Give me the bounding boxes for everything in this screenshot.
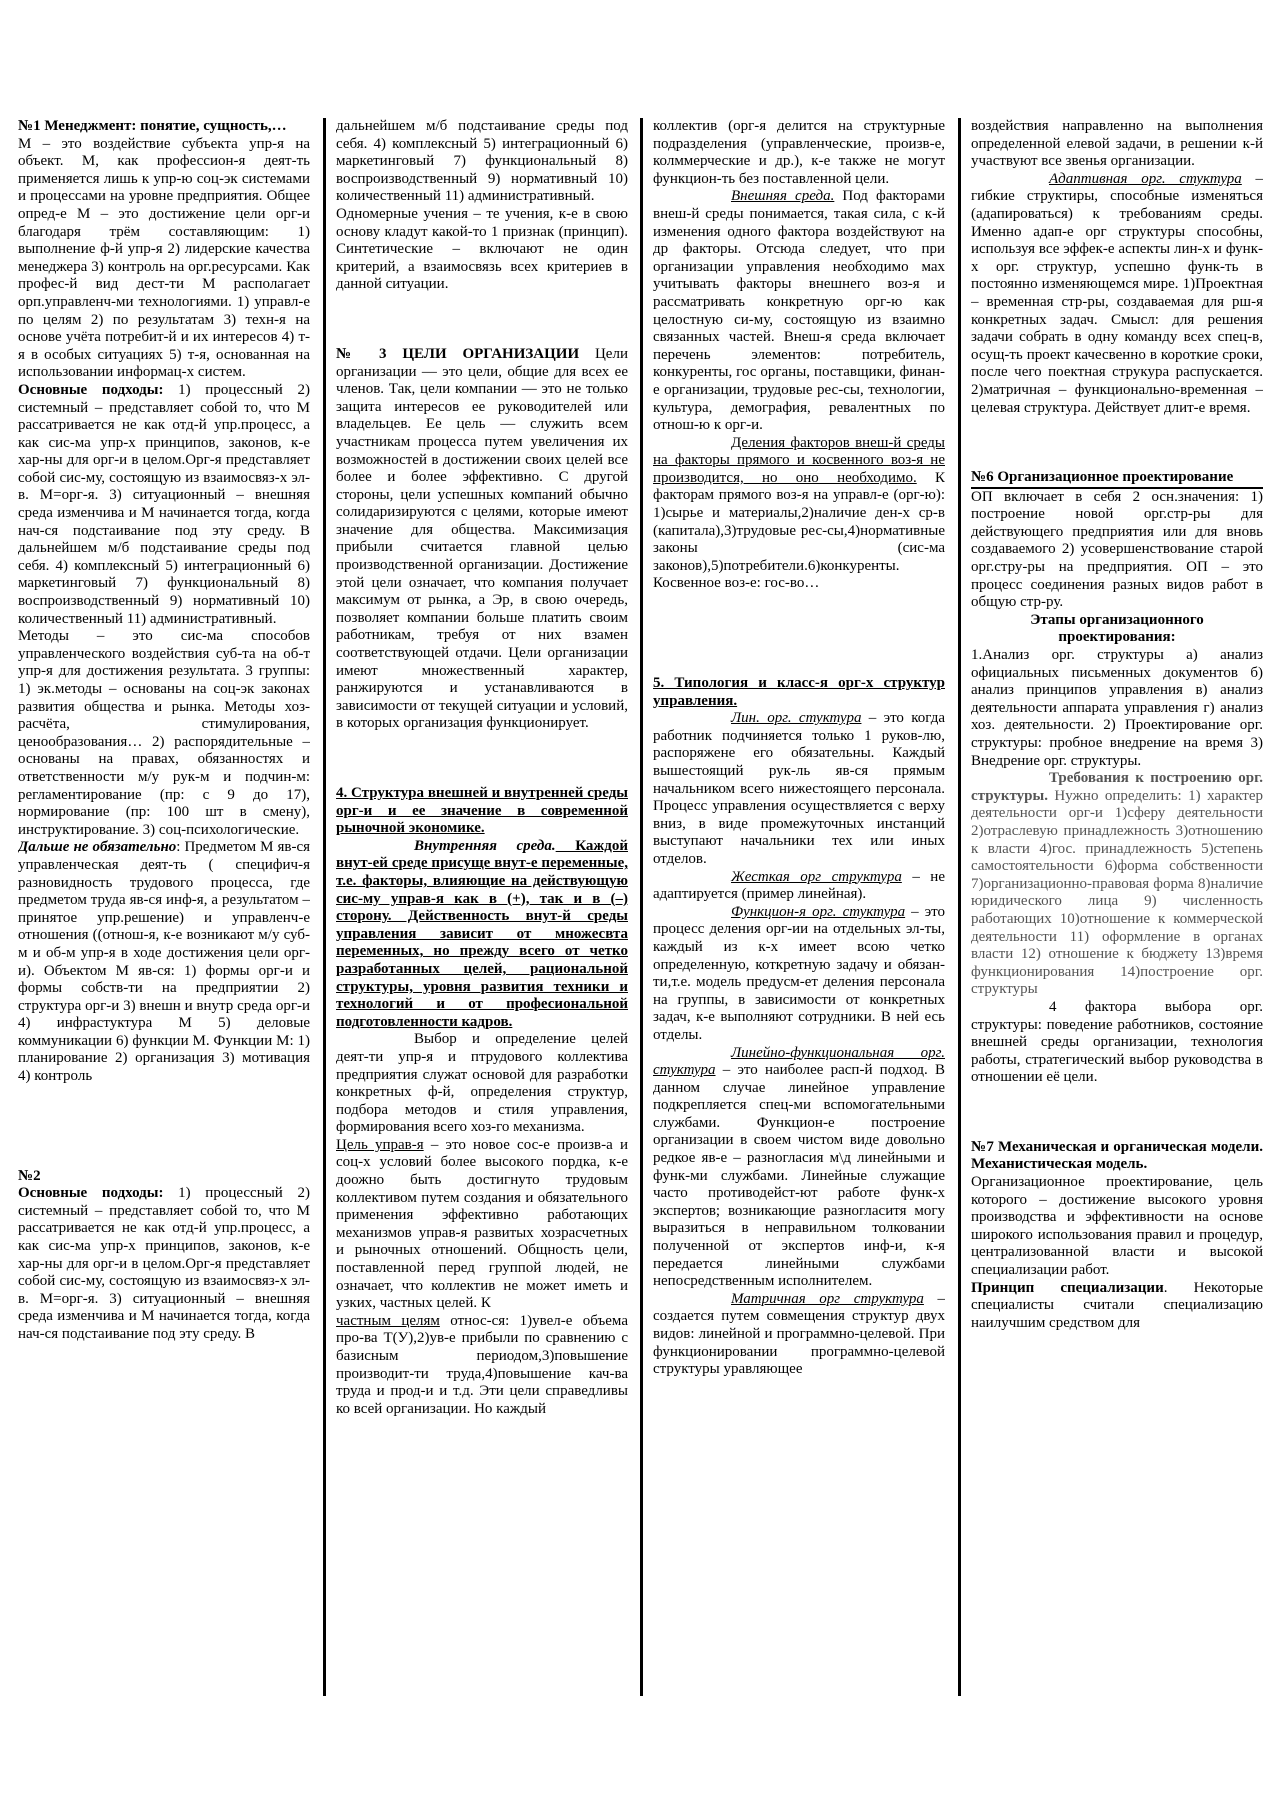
- lead-in: Адаптивная орг. стуктура: [1049, 170, 1242, 187]
- lead-in: Функцион-я орг. стуктура: [731, 903, 906, 920]
- paragraph: [336, 1313, 628, 1419]
- paragraph-text: – создается путем совмещения структур двух видов: линейной и программно-целевой. При функционировании программно-целевой структуры уравляющее: [653, 1290, 945, 1378]
- column-2: [336, 118, 628, 1718]
- paragraph: [336, 1137, 628, 1313]
- paragraph: Одномерные учения – те учения, к-е в свою основу кладут какой-то 1 признак (принцип). Синтетические – включают не один критерий, а взаимосвязь всех критериев в данной ситуации.: [336, 205, 628, 293]
- section-heading-3: № 3 ЦЕЛИ ОРГАНИЗАЦИИ: [336, 345, 580, 362]
- paragraph-text: – гибкие структиры, способные изменяться (адапироваться) к требованиям среды. Именно адап-е орг структуры способны, используя все эффек-е аспекты лин-х и функ-х орг. структур, успешно функ-ть в постоянно изменяющемся мире. 1)Проектная – временная стр-ры, создаваемая для рш-я конкретных задач. Смысл: для решения задачи собрать в одну команду всех спец-в, осущ-ть проект качесвенно в короткие сроки, после чего поектная струкура распускается. 2)матричная – функционально-временная – целевая структура. Действует длит-е время.: [971, 170, 1263, 416]
- paragraph-text: К факторам прямого воз-я на управл-е (орг-ю): 1)сырье и материалы,2)наличие ден-х ср-в (капитала),3)трудовые рес-сы,4)нормативные законы (сис-ма законов),5)потребители.6)конкуренты. Косвенное воз-е: гос-во…: [653, 469, 945, 592]
- paragraph: [653, 435, 945, 593]
- paragraph-text: Нужно определить: 1) характер деятельности орг-и 1)сферу деятельности 2)отраслевую принадлежность 3)отношению к власти 4)гос. принадлежность 5)степень самостоятельности 6)форма собственности 7)организационно-правовая форма 8)наличие юридического лица 9) численность работающих 10)отношение к коммерческой деятельности 11) оформление в органах власти 12) отношение к бюджету 13)время функционирования 14)построение орг. структуры: [971, 787, 1263, 998]
- paragraph-text: относ-ся: 1)увел-е объема про-ва Т(У),2)ув-е прибыли по сравнению с базисным периодом,3)повышение производит-ти труда,4)повышение кач-ва труда и прод-и и т.д. Эти цели справедливы ко всей организации. Но каждый: [336, 1312, 628, 1417]
- paragraph: [653, 1291, 945, 1379]
- lead-in: Требования к построению орг. структуры.: [971, 770, 1263, 804]
- paragraph: 1.Анализ орг. структуры а) анализ официальных письменных документов б) анализ принципов управления в) анализ деятельности аппарата управления г) анализ хоз. деятельности. 2) Проектирование орг. структуры: пробное внедрение на время 3) Внедрение орг. структуры.: [971, 647, 1263, 769]
- paragraph: [971, 1280, 1263, 1333]
- paragraph-text: : Предметом М яв-ся управленческая деят-ть ( специфич-я разновидность трудового процесса, где предметом труда яв-ся инф-я, а результатом – принятое упр.решение) и управленч-е отношения ((отнош-я, к-е возникают м/у суб-м и об-м упр-я в ходе достижения цели орг-и). Объектом М яв-ся: 1) формы орг-и и формы собств-ти на предприятии 2) структура орг-и 3) внешн и внутр среда орг-и 4) инфрастуктура М 5) деловые коммуникации 6) функции М. Функции М: 1) планирование 2) организация 3) мотивация 4) контроль: [18, 839, 310, 1085]
- section-heading-7: №7 Механическая и органическая модели. Механистическая модель.: [971, 1138, 1263, 1173]
- lead-in: Жесткая орг структура: [731, 868, 902, 885]
- lead-in: Основные подходы:: [18, 1185, 164, 1202]
- paragraph-text: 1) процессный 2) системный – представляет собой то, что М рассатривается не как отд-й упр.процесс, а как сис-ма упр-х принципов, законов, к-е хар-ны для орг-и в целом.Орг-я представляет собой сис-му, состоящую из взаимосвяз-х эл-в. М=орг-я. 3) ситуационный – внешняя среда изменчива и М начинается тогда, когда нач-ся подстаивание под эту среду. В дальнейшем м/б подстаивание среды под себя. 4) комплексный 5) интеграционный 6) маркетинговый 7) функциональный 8) воспроизводственный 9) нормативный 10) количественный 11) административный.: [18, 381, 310, 627]
- paragraph-text: Цели организации — это цели, общие для всех ее членов. Так, цели компании — это не только защита интересов ее руководителей или владельцев. Ее цель — служить всем участникам процесса путем увеличения их возможностей в достижении своих целей все более и более эффективно. С другой стороны, цели успешных компаний обычно солидаризируются с целями, которые имеют значение для общества. Максимизация прибыли считается главной целью производственной организации. Достижение этой цели означает, что компания получает максимум от рынка, а Эр, в свою очередь, позволяет компании больше платить своим работникам, требуя от них взамен соответствующей отдачи. Цели организации имеют множественный характер, ранжируются и устанавливаются в зависимости от текущей ситуации и условий, в которых организация функционирует.: [336, 345, 628, 732]
- paragraph: [653, 710, 945, 868]
- paragraph: [18, 382, 310, 628]
- lead-in: Цель управ-я: [336, 1136, 424, 1153]
- paragraph: М – это воздействие субъекта упр-я на объект. М, как профессион-я деят-ть применяется лишь к упр-ю соц-эк системами и процессами на уровне предприятия. Общее опред-е М – это достижение цели орг-и благодаря трём составляющим: 1) выполнение ф-й упр-я 2) лидерские качества менеджера 3) контроль на орг.ресурсами. Как профес-й вид дест-ти М располагает орп.управленч-ми технологиями. 1) управл-е по целям 2) по результатам 3) техн-я на основе учёта потребит-й и их интересов 4) т-я в особых ситуациях 5) т-я, основанная на использовании информац-х систем.: [18, 135, 310, 381]
- lead-in: Дальше не обязательно: [18, 839, 177, 856]
- paragraph: коллектив (орг-я делится на структурные подразделения (управленческие, произв-е, колммерческие и др.), к-е также не могут функцион-ть без поставленной цели.: [653, 118, 945, 187]
- paragraph-text: – не адаптируется (пример линейная).: [653, 868, 945, 903]
- subheading: Этапы организационного проектирования:: [1030, 611, 1204, 646]
- paragraph-text: – это когда работник подчиняется только 1 руков-лю, распоряжене его обязательны. Каждый вышестоящий рук-ль яв-ся прямым начальником всего нижестоящего персонала. Процесс управления осуществляется с верху вниз, в виде промежуточных инстанций выступают начальники тех или иных отделов.: [653, 710, 945, 867]
- lead-in: Внешняя среда.: [731, 188, 835, 205]
- paragraph: Выбор и определение целей деят-ти упр-я и птрудового коллектива предприятия служат основой для разработки конкретных ф-й, определения структур, подбора методов и стиля управления, формирования всего хоз-го механизма.: [336, 1031, 628, 1136]
- paragraph-text: – это наиболее расп-й подход. В данном случае линейное управление подкрепляется спец-ми вспомогательными службами. Функцион-е построение организации в своем чистом виде довольно редкое яв-е – разногласия м\д линейными и функ-ми службами. Линейные служащие часто противодейст-ют работе функ-х экспертов; возникающие разногласитя могу выразиться в неправильном толковании полученной от экспертов инф-и, к-я передается линейными службами непосредственным исполнителем.: [653, 1062, 945, 1290]
- paragraph-text: Каждой внут-ей среде присуще внут-е переменные, т.е. факторы, влияющие на действующую сис-му управ-я как в (+), так и в (–) сторону. Действенность внут-й среды управления зависит от множесвта переменных, но прежду всего от четко разработанных целей, рациональной структуры, уровня развития техники и технологий и от професиональной подготовленности кадров.: [336, 837, 628, 1030]
- paragraph-text: 1) процессный 2) системный – представляет собой то, что М рассатривается не как отд-й упр.процесс, а как сис-ма упр-х принципов, законов, к-е хар-ны для орг-и в целом.Орг-я представляет собой сис-му, состоящую из взаимосвяз-х эл-в. М=орг-я. 3) ситуационный – внешняя среда изменчива и М начинается тогда, когда нач-ся подстаивание под эту среду. В: [18, 1185, 310, 1342]
- column-divider-1: [323, 118, 326, 1696]
- column-divider-3: [958, 118, 961, 1696]
- paragraph: [653, 188, 945, 434]
- paragraph-text: – это процесс деления орг-ии на отдельных эл-ты, каждый из к-х имеет всою четко определенную, коткретную задачу и обязан-ти,т.е. модель предусм-ет деления персонала на группы, в зависимости от конкретных задач, к-е выполняют сотрудники. В ней есь отделы.: [653, 903, 945, 1043]
- paragraph: [336, 838, 628, 1032]
- paragraph: ОП включает в себя 2 осн.значения: 1) построение новой орг.стр-ры для действующего предприятия или для вновь создаваемого 2) усовершенствование старой орг.стру-ры на предприятия. ОП – это процесс соединения разных видов работ в общую стр-ру.: [971, 488, 1263, 611]
- section-heading-2: №2: [18, 1167, 41, 1184]
- paragraph: [18, 839, 310, 1085]
- lead-in: Внутренняя среда.: [414, 837, 556, 854]
- paragraph: [18, 1185, 310, 1343]
- section-heading-1: №1 Менеджмент: понятие, сущность,…: [18, 118, 287, 134]
- paragraph-text: Под факторами внеш-й среды понимается, такая сила, с к-й изменения одного фактора воздействуют на др факторы. Отсюда следует, что при организации управления необходимо мах учитывать факторы внешнего воз-я и рассматривать конкретную орг-ю как целостную си-му, состоящую из взаимно связанных частей. Внеш-я среда включает перечень элементов: потребитель, конкуренты, гос органы, поставщики, финан-е организации, трудовые рес-сы, технологии, культура, демография, ревалентных по отнош-ю к орг-и.: [653, 188, 945, 434]
- paragraph: воздействия направленно на выполнения определенной елевой задачи, в решении к-й участвуют все звенья организации.: [971, 118, 1263, 170]
- section-heading-5: 5. Типология и класс-я орг-х структур управления.: [653, 675, 945, 709]
- paragraph: дальнейшем м/б подстаивание среды под себя. 4) комплексный 5) интеграционный 6) маркетинговый 7) функциональный 8) воспроизводственный 9) нормативный 10) количественный 11) административный.: [336, 118, 628, 205]
- paragraph: Организационное проектирование, цель которого – достижение высокого уровня производства и эффективности на основе широкого использования правил и процедур, централизованной власти и высокой специализации работ.: [971, 1174, 1263, 1279]
- column-1: [18, 118, 310, 1718]
- section-heading-4: 4. Структура внешней и внутренней среды орг-и и ее значение в современной рыночной экономике.: [336, 785, 628, 837]
- column-divider-2: [640, 118, 643, 1696]
- section-3: [336, 346, 628, 733]
- lead-in: частным целям: [336, 1312, 440, 1329]
- column-4: [971, 118, 1263, 1718]
- column-3: [653, 118, 945, 1718]
- lead-in: Матричная орг структура: [731, 1290, 924, 1307]
- lead-in: Лин. орг. стуктура: [731, 710, 862, 727]
- lead-in: Деления факторов внеш-й среды на факторы прямого и косвенного воз-я не производится, но оно необходимо.: [653, 434, 945, 486]
- lead-in: Основные подходы:: [18, 381, 164, 398]
- paragraph-text: . Некоторые специалисты считали специализацию наилучшим средством для: [971, 1279, 1263, 1331]
- paragraph: [653, 869, 945, 904]
- paragraph: 4 фактора выбора орг. структуры: поведение работников, состояние внешней среды организации, технология работы, стратегический выбор руководства в отношении её цели.: [971, 998, 1263, 1086]
- lead-in: Принцип специализации: [971, 1279, 1164, 1296]
- paragraph: [971, 171, 1263, 417]
- paragraph: [971, 770, 1263, 999]
- paragraph: [653, 904, 945, 1045]
- section-heading-6: №6 Организационное проектирование: [971, 469, 1263, 489]
- lead-in: Линейно-функциональная орг. стуктура: [653, 1044, 945, 1079]
- paragraph-text: – это новое сос-е произв-а и соц-х условий более высокого пордка, к-е доожно быть достигнуто трудовым коллективом путем создания и обязательного применения эффективно работающих механизмов управ-я развитых хозрасчетных и рыночных отношений. Общность цели, поставленной перед группой людей, не означает, что коллектив не может иметь и узких, частных целей. К: [336, 1136, 628, 1312]
- paragraph: [653, 1045, 945, 1291]
- paragraph: Методы – это сис-ма способов управленческого воздействия суб-та на об-т упр-я для достижения результата. 3 группы: 1) эк.методы – основаны на соц-эк законах развития общества и рынка. Методы хоз-расчёта, стимулирования, ценообразования… 2) распорядительные – основаны на правах, обязанностях и ответственности м/у рук-м и подчин-м: регламентирование (пр: с 9 до 17), нормирование (пр: 100 шт в смену), инструктирование. 3) соц-психологические.: [18, 628, 310, 838]
